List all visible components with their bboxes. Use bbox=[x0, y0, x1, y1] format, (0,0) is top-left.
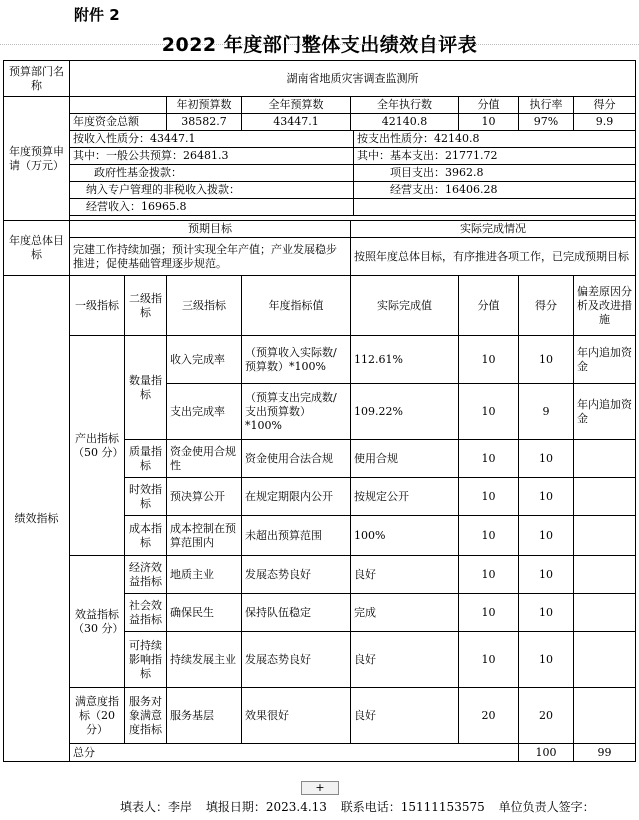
row5-weight: 10 bbox=[459, 516, 519, 556]
row7-actual: 完成 bbox=[351, 594, 459, 632]
row8-score: 10 bbox=[519, 632, 574, 688]
satisfaction-indicator-label: 满意度指标（20 分） bbox=[70, 688, 125, 744]
total-weight: 100 bbox=[519, 744, 574, 762]
total-funds-label: 年度资金总额 bbox=[70, 114, 167, 131]
row6-actual: 良好 bbox=[351, 556, 459, 594]
row9-score: 20 bbox=[519, 688, 574, 744]
operating-expense: 经营支出：16406.28 bbox=[354, 182, 636, 199]
row8-l3: 持续发展主业 bbox=[167, 632, 242, 688]
row3-actual: 使用合规 bbox=[351, 440, 459, 478]
evaluation-table bbox=[3, 60, 636, 762]
row7-note bbox=[574, 594, 636, 632]
actual-goal-text: 按照年度总体目标，有序推进各项工作，已完成预期目标 bbox=[351, 238, 636, 276]
row7-score: 10 bbox=[519, 594, 574, 632]
attachment-label: 附件 2 bbox=[74, 6, 120, 24]
filler-name: 填表人：李岸 bbox=[120, 800, 193, 814]
row9-weight: 20 bbox=[459, 688, 519, 744]
dept-value: 湖南省地质灾害调查监测所 bbox=[70, 61, 636, 97]
row4-target: 在规定期限内公开 bbox=[242, 478, 351, 516]
row5-l3: 成本控制在预算范围内 bbox=[167, 516, 242, 556]
header-initial-budget: 年初预算数 bbox=[167, 97, 242, 114]
budget-header-blank bbox=[70, 97, 167, 114]
row5-note bbox=[574, 516, 636, 556]
row6-score: 10 bbox=[519, 556, 574, 594]
dept-label: 预算部门名称 bbox=[4, 61, 70, 97]
row2-score: 9 bbox=[519, 384, 574, 440]
perf-header-l2: 二级指标 bbox=[125, 276, 167, 336]
value-score: 9.9 bbox=[574, 114, 636, 131]
row2-actual: 109.22% bbox=[351, 384, 459, 440]
timeliness-indicator-label: 时效指标 bbox=[125, 478, 167, 516]
page-title: 2022 年度部门整体支出绩效自评表 bbox=[161, 34, 478, 56]
special-account: 纳入专户管理的非税收入拨款： bbox=[70, 182, 354, 199]
row4-note bbox=[574, 478, 636, 516]
row1-l3: 收入完成率 bbox=[167, 336, 242, 384]
benefit-indicator-label: 效益指标（30 分） bbox=[70, 556, 125, 688]
perf-header-l3: 三级指标 bbox=[167, 276, 242, 336]
value-annual-budget: 43447.1 bbox=[242, 114, 351, 131]
form-footer bbox=[120, 798, 605, 815]
row3-target: 资金使用合法合规 bbox=[242, 440, 351, 478]
income-nature: 按收入性质分：43447.1 bbox=[70, 131, 354, 148]
row5-actual: 100% bbox=[351, 516, 459, 556]
blank-cell bbox=[354, 199, 636, 216]
goal-section-label: 年度总体目标 bbox=[4, 221, 70, 276]
social-indicator-label: 社会效益指标 bbox=[125, 594, 167, 632]
public-budget: 其中：一般公共预算：26481.3 bbox=[70, 148, 354, 165]
row2-note: 年内追加资金 bbox=[574, 384, 636, 440]
perf-header-target: 年度指标值 bbox=[242, 276, 351, 336]
gov-fund: 政府性基金拨款： bbox=[70, 165, 354, 182]
fill-date: 填报日期：2023.4.13 bbox=[205, 800, 327, 814]
row9-target: 效果很好 bbox=[242, 688, 351, 744]
perf-header-note: 偏差原因分析及改进措施 bbox=[574, 276, 636, 336]
row4-weight: 10 bbox=[459, 478, 519, 516]
perf-header-l1: 一级指标 bbox=[70, 276, 125, 336]
row7-l3: 确保民生 bbox=[167, 594, 242, 632]
total-score: 99 bbox=[574, 744, 636, 762]
header-annual-execution: 全年执行数 bbox=[351, 97, 459, 114]
row2-weight: 10 bbox=[459, 384, 519, 440]
quality-indicator-label: 质量指标 bbox=[125, 440, 167, 478]
row8-target: 发展态势良好 bbox=[242, 632, 351, 688]
row1-score: 10 bbox=[519, 336, 574, 384]
header-annual-budget: 全年预算数 bbox=[242, 97, 351, 114]
service-satisfaction-label: 服务对象满意度指标 bbox=[125, 688, 167, 744]
expand-button[interactable]: + bbox=[301, 781, 339, 795]
header-execution-rate: 执行率 bbox=[519, 97, 574, 114]
expected-goal-header: 预期目标 bbox=[70, 221, 351, 238]
quantity-indicator-label: 数量指标 bbox=[125, 336, 167, 440]
row6-note bbox=[574, 556, 636, 594]
header-score: 得分 bbox=[574, 97, 636, 114]
cost-indicator-label: 成本指标 bbox=[125, 516, 167, 556]
row3-weight: 10 bbox=[459, 440, 519, 478]
row3-note bbox=[574, 440, 636, 478]
row8-note bbox=[574, 632, 636, 688]
perf-section-label: 绩效指标 bbox=[4, 276, 70, 762]
row1-note: 年内追加资金 bbox=[574, 336, 636, 384]
sustainable-indicator-label: 可持续影响指标 bbox=[125, 632, 167, 688]
basic-expense: 其中：基本支出：21771.72 bbox=[354, 148, 636, 165]
row9-actual: 良好 bbox=[351, 688, 459, 744]
actual-goal-header: 实际完成情况 bbox=[351, 221, 636, 238]
row7-target: 保持队伍稳定 bbox=[242, 594, 351, 632]
expense-nature: 按支出性质分：42140.8 bbox=[354, 131, 636, 148]
value-annual-execution: 42140.8 bbox=[351, 114, 459, 131]
row4-l3: 预决算公开 bbox=[167, 478, 242, 516]
output-indicator-label: 产出指标（50 分） bbox=[70, 336, 125, 556]
row7-weight: 10 bbox=[459, 594, 519, 632]
row2-l3: 支出完成率 bbox=[167, 384, 242, 440]
row1-weight: 10 bbox=[459, 336, 519, 384]
contact-phone: 联系电话：15111153575 bbox=[340, 800, 485, 814]
row6-l3: 地质主业 bbox=[167, 556, 242, 594]
row1-actual: 112.61% bbox=[351, 336, 459, 384]
row5-target: 未超出预算范围 bbox=[242, 516, 351, 556]
row1-target: （预算收入实际数/预算数）*100% bbox=[242, 336, 351, 384]
perf-header-weight: 分值 bbox=[459, 276, 519, 336]
budget-section-label: 年度预算申请（万元） bbox=[4, 97, 70, 221]
operating-income: 经营收入：16965.8 bbox=[70, 199, 354, 216]
perf-header-score: 得分 bbox=[519, 276, 574, 336]
row3-l3: 资金使用合规性 bbox=[167, 440, 242, 478]
row2-target: （预算支出完成数/支出预算数）*100% bbox=[242, 384, 351, 440]
unit-head-signature: 单位负责人签字： bbox=[498, 800, 595, 814]
project-expense: 项目支出：3962.8 bbox=[354, 165, 636, 182]
expected-goal-text: 完建工作持续加强；预计实现全年产值；产业发展稳步推进；促使基础管理逐步规范。 bbox=[70, 238, 351, 276]
header-score-weight: 分值 bbox=[459, 97, 519, 114]
row9-note bbox=[574, 688, 636, 744]
row3-score: 10 bbox=[519, 440, 574, 478]
row4-score: 10 bbox=[519, 478, 574, 516]
row8-weight: 10 bbox=[459, 632, 519, 688]
value-initial-budget: 38582.7 bbox=[167, 114, 242, 131]
row5-score: 10 bbox=[519, 516, 574, 556]
row9-l3: 服务基层 bbox=[167, 688, 242, 744]
economic-indicator-label: 经济效益指标 bbox=[125, 556, 167, 594]
row6-weight: 10 bbox=[459, 556, 519, 594]
perf-header-actual: 实际完成值 bbox=[351, 276, 459, 336]
row4-actual: 按规定公开 bbox=[351, 478, 459, 516]
value-score-weight: 10 bbox=[459, 114, 519, 131]
row8-actual: 良好 bbox=[351, 632, 459, 688]
value-execution-rate: 97% bbox=[519, 114, 574, 131]
row6-target: 发展态势良好 bbox=[242, 556, 351, 594]
total-label: 总分 bbox=[70, 744, 519, 762]
